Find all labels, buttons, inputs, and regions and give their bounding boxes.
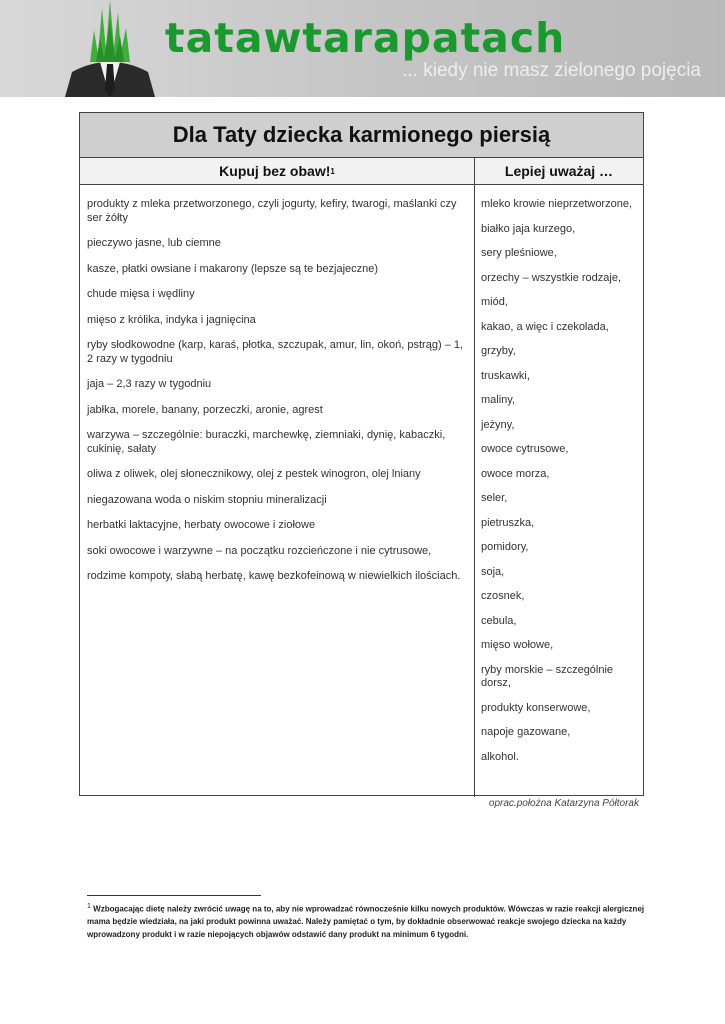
header-careful: Lepiej uważaj … (504, 163, 614, 179)
list-item: jabłka, morele, banany, porzeczki, aronie, agrest (87, 403, 323, 416)
diet-table (79, 112, 644, 796)
list-item: oliwa z oliwek, olej słonecznikowy, olej z pestek winogron, olej lniany (87, 468, 421, 480)
list-item: pietruszka, (481, 516, 535, 529)
brand-wordmark: tatawtarapatach (165, 14, 566, 62)
safe-list (80, 185, 475, 797)
list-item: produkty z mleka przetworzonego, czyli jogurty, kefiry, twarogi, maślanki czy ser żółty (87, 198, 457, 224)
list-item: orzechy – wszystkie rodzaje, (481, 271, 621, 284)
list-item: czosnek, (481, 590, 525, 602)
list-item: napoje gazowane, (481, 726, 571, 738)
footnote-ref: 1 (330, 166, 335, 176)
list-item: sery pleśniowe, (481, 247, 557, 259)
list-item: pieczywo jasne, lub ciemne (87, 237, 221, 249)
table-header-row (80, 158, 643, 185)
list-item: ryby słodkowodne (karp, karaś, płotka, szczupak, amur, lin, okoń, pstrąg) – 1, 2 razy w tygodniu (87, 339, 464, 365)
list-item: kasze, płatki owsiane i makarony (lepsze są te bezjajeczne) (87, 262, 379, 275)
tagline: ... kiedy nie masz zielonego pojęcia (402, 60, 701, 81)
list-item: mleko krowie nieprzetworzone, (481, 198, 633, 210)
header-banner (0, 0, 725, 97)
list-item: miód, (481, 296, 508, 308)
list-item: mięso wołowe, (481, 639, 554, 651)
list-item: grzyby, (481, 345, 516, 357)
list-item: warzywa – szczególnie: buraczki, marchewkę, ziemniaki, dynię, kabaczki, cukinię, sałaty (87, 429, 446, 455)
footnote (87, 901, 647, 941)
list-item: soja, (481, 565, 505, 578)
list-item: niegazowana woda o niskim stopniu mineralizacji (87, 493, 327, 506)
list-item: owoce morza, (481, 467, 550, 480)
footnote-text: Wzbogacając dietę należy zwrócić uwagę na to, aby nie wprowadzać równocześnie kilku nowych produktów. Wówczas w razie reakcji alergicznej mama będzie wiedziała, na jaki produkt powinna uważać. Należy pamiętać o tym, by dokładnie obserwować reakcje swojego dziecka na każdy wprowadzony produkt i w razie niepojących objawów odstawić dany produkt na minimum 6 tygodni. (87, 904, 645, 939)
list-item: soki owocowe i warzywne – na początku rozcieńczone i nie cytrusowe, (87, 544, 432, 557)
list-item: seler, (481, 492, 508, 504)
list-item: kakao, a więc i czekolada, (481, 320, 609, 333)
table-title: Dla Taty dziecka karmionego piersią (80, 113, 643, 158)
careful-list (475, 185, 643, 797)
list-item: maliny, (481, 394, 516, 406)
grass-head-man-logo (60, 0, 160, 97)
list-item: pomidory, (481, 541, 529, 553)
list-item: alkohol. (481, 750, 519, 763)
header-safe-label: Kupuj bez obaw! (219, 163, 331, 179)
table-body-row (80, 185, 643, 797)
list-item: herbatki laktacyjne, herbaty owocowe i ziołowe (87, 519, 316, 531)
list-item: białko jaja kurzego, (481, 222, 576, 235)
list-item: jeżyny, (481, 418, 515, 431)
list-item: cebula, (481, 614, 517, 627)
author-credit: oprac.położna Katarzyna Półtorak (488, 798, 639, 809)
list-item: produkty konserwowe, (481, 701, 591, 714)
header-safe (80, 158, 475, 184)
footnote-number: 1 (87, 903, 91, 910)
list-item: jaja – 2,3 razy w tygodniu (87, 378, 212, 390)
list-item: mięso z królika, indyka i jagnięcina (87, 313, 256, 326)
list-item: truskawki, (481, 369, 530, 382)
list-item: chude mięsa i wędliny (87, 288, 195, 300)
footnote-divider (87, 895, 261, 896)
list-item: rodzime kompoty, słabą herbatę, kawę bezkofeinową w niewielkich ilościach. (87, 570, 461, 582)
list-item: owoce cytrusowe, (481, 443, 569, 455)
list-item: ryby morskie – szczególnie dorsz, (481, 663, 614, 689)
